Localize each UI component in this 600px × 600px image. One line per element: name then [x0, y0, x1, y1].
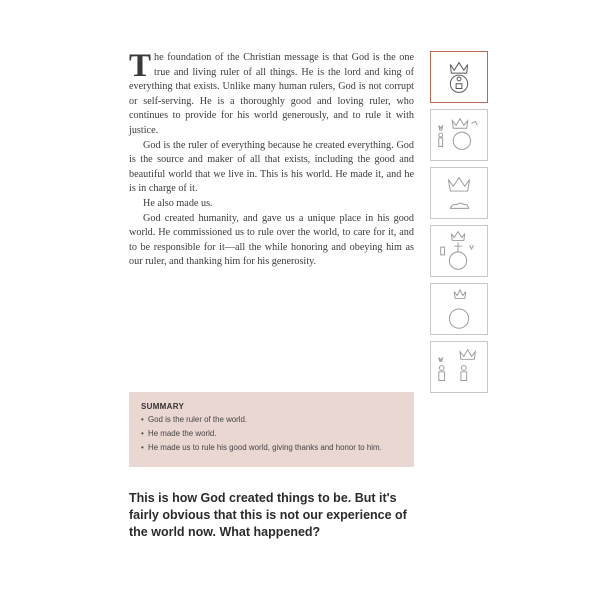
crown-over-cloud-icon: [430, 167, 488, 219]
paragraph-4: God created humanity, and gave us a unique place in his good world. He commissioned us to rule over the world, to care for it, and to be responsible for it—all the while honoring and obeying him as our ruler, and thanking him for his generosity.: [129, 212, 414, 268]
paragraph-2: God is the ruler of everything because he created everything. God is the source and maker of all that exists, including the good and beautiful world that we live in. This is his world. He made it, and he is in charge of it.: [129, 139, 414, 195]
paragraph-1-text: he foundation of the Christian message is that God is the one true and living ruler of all things. He is the lord and king of everything that exists. Unlike many human rulers, God is not corrupt or self-serving. He is a thoroughly good and loving ruler, who continues to provide for his world generously, and to rule it with justice.: [129, 52, 414, 136]
paragraph-1: [129, 48, 414, 139]
paragraph-3: He also made us.: [143, 197, 213, 209]
drop-cap: T: [129, 48, 152, 84]
closing-statement: This is how God created things to be. But it's fairly obvious that this is not our experience of the world now. What happened?: [129, 491, 407, 539]
crown-over-person-in-circle-icon: [430, 51, 488, 103]
body-text: [129, 48, 414, 270]
summary-box: [129, 392, 414, 467]
summary-item: • He made us to rule his good world, giving thanks and honor to him.: [141, 443, 402, 453]
crown-person-circle-group-icon: [430, 109, 488, 161]
crown-cross-circle-icon: [430, 225, 488, 277]
small-crown-over-circle-icon: [430, 283, 488, 335]
summary-item: • He made the world.: [141, 429, 402, 439]
summary-heading: SUMMARY: [141, 402, 185, 411]
summary-list: [141, 415, 402, 453]
summary-item: • God is the ruler of the world.: [141, 415, 402, 425]
crowned-people-pair-icon: [430, 341, 488, 393]
